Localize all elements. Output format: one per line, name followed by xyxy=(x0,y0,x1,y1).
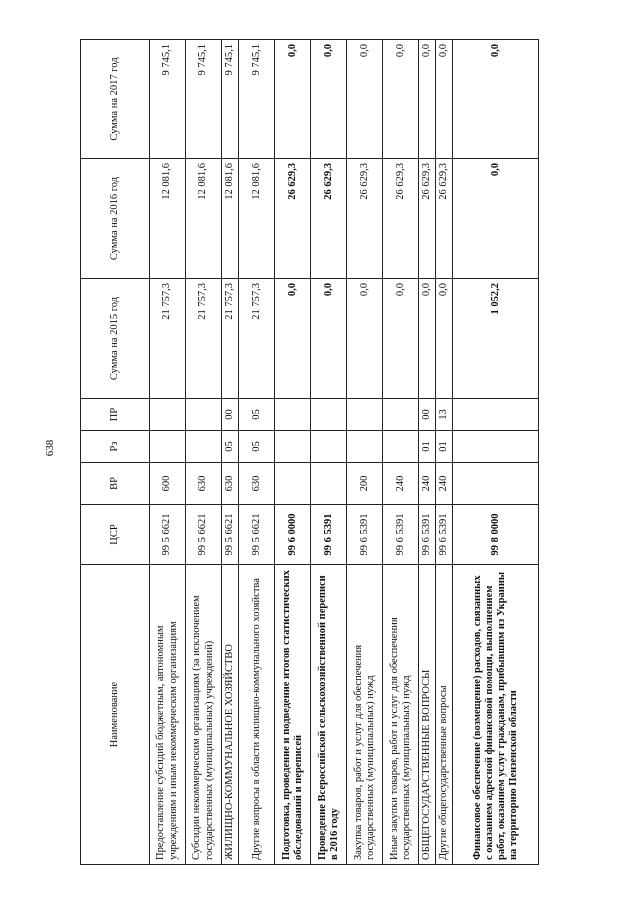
cell-vr: 240 xyxy=(383,463,419,505)
cell-rz xyxy=(383,431,419,463)
cell-csr: 99 6 5391 xyxy=(436,505,453,565)
cell-vr: 240 xyxy=(419,463,436,505)
header-rz: Рз xyxy=(81,431,150,463)
cell-2016: 12 081,6 xyxy=(186,159,222,279)
cell-vr xyxy=(275,463,311,505)
cell-vr xyxy=(453,463,539,505)
header-csr: ЦСР xyxy=(81,505,150,565)
cell-2015: 21 757,3 xyxy=(150,279,186,399)
header-pr: ПР xyxy=(81,399,150,431)
table-row xyxy=(419,40,436,865)
cell-csr: 99 5 6621 xyxy=(239,505,275,565)
cell-pr xyxy=(347,399,383,431)
cell-2017: 0,0 xyxy=(311,40,347,159)
cell-name: ЖИЛИЩНО-КОММУНАЛЬНОЕ ХОЗЯЙСТВО xyxy=(222,565,239,865)
cell-name: ОБЩЕГОСУДАРСТВЕННЫЕ ВОПРОСЫ xyxy=(419,565,436,865)
cell-rz xyxy=(150,431,186,463)
cell-pr xyxy=(150,399,186,431)
cell-2017: 9 745,1 xyxy=(239,40,275,159)
cell-rz: 05 xyxy=(239,431,275,463)
cell-pr xyxy=(186,399,222,431)
cell-vr: 200 xyxy=(347,463,383,505)
cell-2015: 0,0 xyxy=(383,279,419,399)
cell-pr xyxy=(275,399,311,431)
cell-name: Закупка товаров, работ и услуг для обеспечения государственных (муниципальных) нужд xyxy=(347,565,383,865)
cell-2015: 0,0 xyxy=(275,279,311,399)
cell-name: Субсидии некоммерческим организациям (за исключением государственных (муниципальных) учреждений) xyxy=(186,565,222,865)
cell-2016: 26 629,3 xyxy=(275,159,311,279)
cell-name: Другие общегосударственные вопросы xyxy=(436,565,453,865)
cell-csr: 99 6 5391 xyxy=(347,505,383,565)
table-row xyxy=(453,40,539,865)
cell-name: Финансовое обеспечение (возмещение) расходов, связанных с оказанием адресной финансовой помощи, выполнением работ, оказанием услуг гражданам, прибывшим из Украины на территорию Пензенской области xyxy=(453,565,539,865)
cell-pr xyxy=(383,399,419,431)
cell-2015: 0,0 xyxy=(419,279,436,399)
cell-2016: 26 629,3 xyxy=(383,159,419,279)
cell-name: Предоставление субсидий бюджетным, автономным учреждениям и иным некоммерческим организациям xyxy=(150,565,186,865)
cell-2016: 26 629,3 xyxy=(347,159,383,279)
table-row xyxy=(436,40,453,865)
table-row xyxy=(186,40,222,865)
cell-rz xyxy=(347,431,383,463)
cell-pr: 00 xyxy=(419,399,436,431)
cell-2015: 21 757,3 xyxy=(239,279,275,399)
cell-name: Другие вопросы в области жилищно-коммунального хозяйства xyxy=(239,565,275,865)
cell-csr: 99 6 0000 xyxy=(275,505,311,565)
header-2017: Сумма на 2017 год xyxy=(81,40,150,159)
cell-name: Иные закупки товаров, работ и услуг для обеспечения государственных (муниципальных) нужд xyxy=(383,565,419,865)
header-2015: Сумма на 2015 год xyxy=(81,279,150,399)
cell-csr: 99 5 6621 xyxy=(222,505,239,565)
cell-pr xyxy=(311,399,347,431)
cell-2016: 12 081,6 xyxy=(222,159,239,279)
table-header xyxy=(81,40,150,865)
cell-csr: 99 6 5391 xyxy=(383,505,419,565)
cell-2015: 21 757,3 xyxy=(186,279,222,399)
cell-vr xyxy=(311,463,347,505)
cell-rz: 01 xyxy=(419,431,436,463)
cell-2016: 26 629,3 xyxy=(436,159,453,279)
rotated-page xyxy=(80,40,519,865)
cell-2017: 0,0 xyxy=(453,40,539,159)
table-row xyxy=(347,40,383,865)
page-number: 638 xyxy=(44,439,56,457)
table-row xyxy=(383,40,419,865)
table-row xyxy=(311,40,347,865)
cell-2016: 26 629,3 xyxy=(419,159,436,279)
cell-rz xyxy=(311,431,347,463)
table-row xyxy=(275,40,311,865)
cell-2017: 0,0 xyxy=(436,40,453,159)
cell-rz: 05 xyxy=(222,431,239,463)
cell-vr: 630 xyxy=(222,463,239,505)
cell-2017: 0,0 xyxy=(419,40,436,159)
cell-csr: 99 6 5391 xyxy=(419,505,436,565)
table-row xyxy=(222,40,239,865)
cell-pr: 00 xyxy=(222,399,239,431)
cell-2017: 9 745,1 xyxy=(150,40,186,159)
cell-rz xyxy=(186,431,222,463)
cell-2015: 1 052,2 xyxy=(453,279,539,399)
cell-vr: 630 xyxy=(186,463,222,505)
cell-csr: 99 6 5391 xyxy=(311,505,347,565)
cell-2015: 0,0 xyxy=(311,279,347,399)
cell-2017: 0,0 xyxy=(347,40,383,159)
header-vr: ВР xyxy=(81,463,150,505)
cell-pr: 13 xyxy=(436,399,453,431)
cell-2017: 0,0 xyxy=(383,40,419,159)
cell-vr: 630 xyxy=(239,463,275,505)
cell-pr xyxy=(453,399,539,431)
cell-vr: 240 xyxy=(436,463,453,505)
cell-csr: 99 8 0000 xyxy=(453,505,539,565)
cell-2016: 26 629,3 xyxy=(311,159,347,279)
cell-csr: 99 5 6621 xyxy=(150,505,186,565)
header-name: Наименование xyxy=(81,565,150,865)
cell-2016: 12 081,6 xyxy=(239,159,275,279)
cell-csr: 99 5 6621 xyxy=(186,505,222,565)
cell-pr: 05 xyxy=(239,399,275,431)
cell-rz xyxy=(453,431,539,463)
table-row xyxy=(150,40,186,865)
header-2016: Сумма на 2016 год xyxy=(81,159,150,279)
cell-2017: 9 745,1 xyxy=(186,40,222,159)
cell-2016: 0,0 xyxy=(453,159,539,279)
cell-vr: 600 xyxy=(150,463,186,505)
cell-2017: 9 745,1 xyxy=(222,40,239,159)
cell-rz: 01 xyxy=(436,431,453,463)
cell-2017: 0,0 xyxy=(275,40,311,159)
cell-2015: 21 757,3 xyxy=(222,279,239,399)
cell-2015: 0,0 xyxy=(436,279,453,399)
cell-2015: 0,0 xyxy=(347,279,383,399)
table-row xyxy=(239,40,275,865)
cell-name: Проведение Всероссийской сельскохозяйственной переписи в 2016 году xyxy=(311,565,347,865)
cell-2016: 12 081,6 xyxy=(150,159,186,279)
cell-name: Подготовка, проведение и подведение итогов статистических обследований и переписей xyxy=(275,565,311,865)
budget-table xyxy=(80,39,539,865)
cell-rz xyxy=(275,431,311,463)
